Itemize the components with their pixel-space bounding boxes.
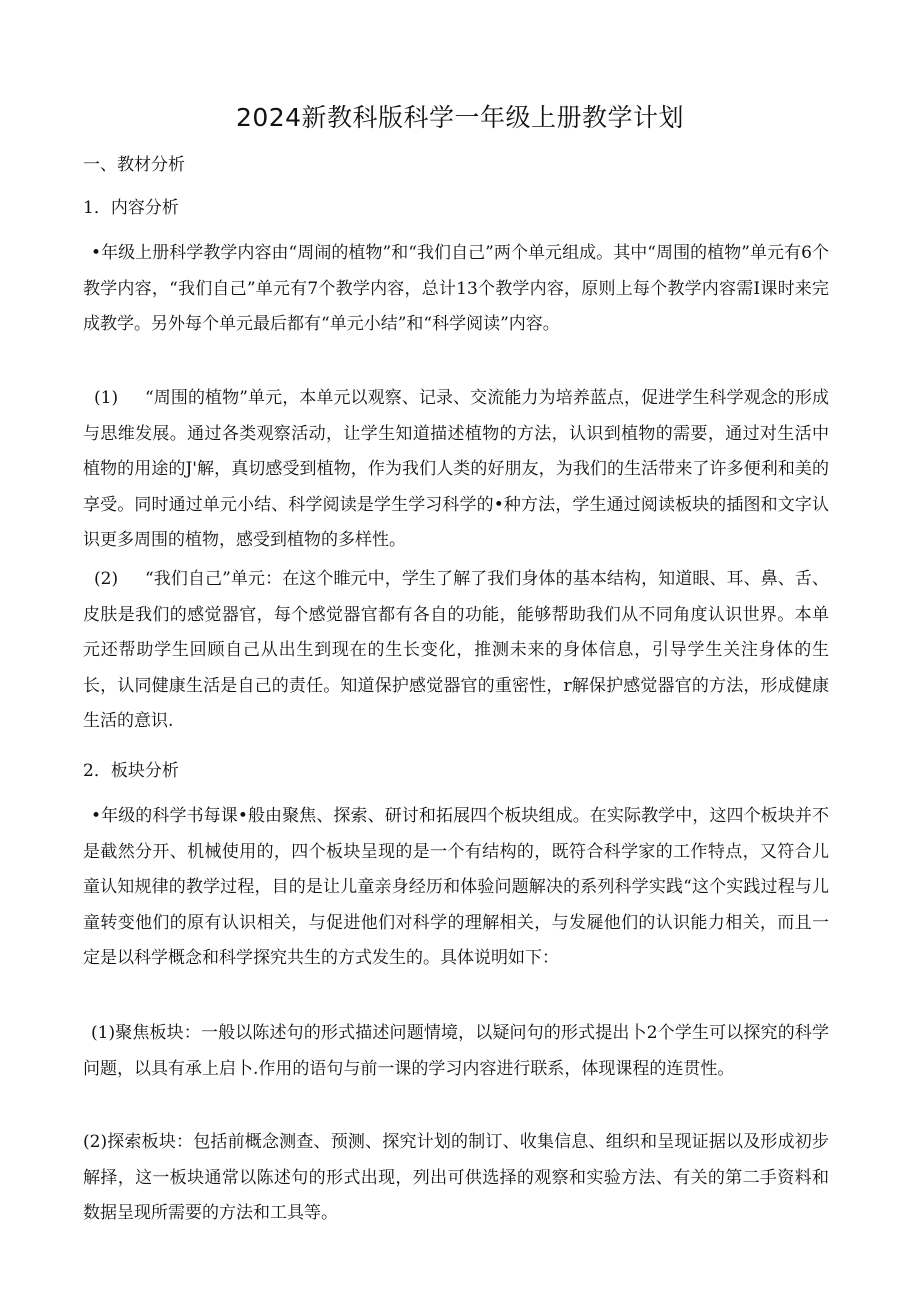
paragraph-label: (2): [94, 569, 119, 589]
subsection-heading-content-analysis: 1．内容分析: [83, 198, 179, 218]
subsection-heading-block-analysis: 2．板块分析: [83, 761, 179, 781]
paragraph-focus-block: (1)聚焦板块：一般以陈述句的形式描述问题情境，以疑问句的形式提出卜2个学生可以探究的科学问题，以具有承上启卜.作用的语句与前一课的学习内容进行联系，体现课程的连贯性。: [83, 1023, 829, 1079]
paragraph-content-intro: •年级上册科学教学内容由“周闹的植物”和“我们自己”两个单元组成。其中“周围的植物”单元有6个教学内容，“我们自己”单元有7个教学内容，总计13个教学内容，原则上每个教学内容需I课时来完成教学。另外每个单元最后都有“单元小结”和“科学阅读”内容。: [83, 243, 829, 334]
paragraph-block-intro: •年级的科学书每课•般由聚焦、探索、研讨和拓展四个板块组成。在实际教学中，这四个板块并不是截然分开、机械使用的，四个板块呈现的是一个有结构的，既符合科学家的工作特点，又符合儿童认知规律的教学过程，目的是让儿童亲身经历和体验问题解决的系列科学实践“这个实践过程与儿童转变他们的原有认识相关，与促进他们对科学的理解相关，与发屣他们的认识能力相关，而且一定是以科学概念和科学探究共生的方式发生的。具体说明如下：: [83, 806, 829, 968]
paragraph-explore-block: (2)探索板块：包括前概念测查、预测、探究计划的制订、收集信息、组织和呈现证据以及形成初步解择，这一板块通常以陈述句的形式出现，列出可供选择的观察和实验方法、有关的第二手资料和数据呈现所需要的方法和工具等。: [83, 1132, 829, 1223]
paragraph-unit-plants: [83, 381, 829, 559]
paragraph-unit-ourselves: [83, 562, 829, 740]
paragraph-label: (1): [94, 388, 119, 408]
paragraph-text: “我们自己”单元：在这个睢元中，学生了解了我们身体的基本结构，知道眼、耳、鼻、舌、皮肤是我们的感觉器官，每个感觉器官都有各自的功能，能够帮助我们从不同角度认识世界。本单元还帮助学生回顾自己从出生到现在的生长变化，推测未来的身体信息，引导学生关注身体的生长，认同健康生活是自己的责任。知道保护感觉器官的重密性，r解保护感觉器官的方法，形成健康生活的意识.: [83, 569, 829, 731]
section-heading-textbook-analysis: 一、教材分析: [83, 155, 185, 175]
document-title: 2024新教科版科学一年级上册教学计划: [235, 103, 685, 132]
paragraph-text: “周围的植物”单元，本单元以观察、记录、交流能力为培养蓝点，促进学生科学观念的形成与思维发展。通过各类观察活动，让学生知道描述植物的方法，认识到植物的需要，通过对生活中植物的用途的J'解，真切感受到植物，作为我们人类的好朋友，为我们的生活带来了许多便利和美的享受。同时通过单元小结、科学阅读是学生学习科学的•种方法，学生通过阅读板块的插图和文字认识更多周围的植物，感受到植物的多样性。: [83, 388, 829, 550]
